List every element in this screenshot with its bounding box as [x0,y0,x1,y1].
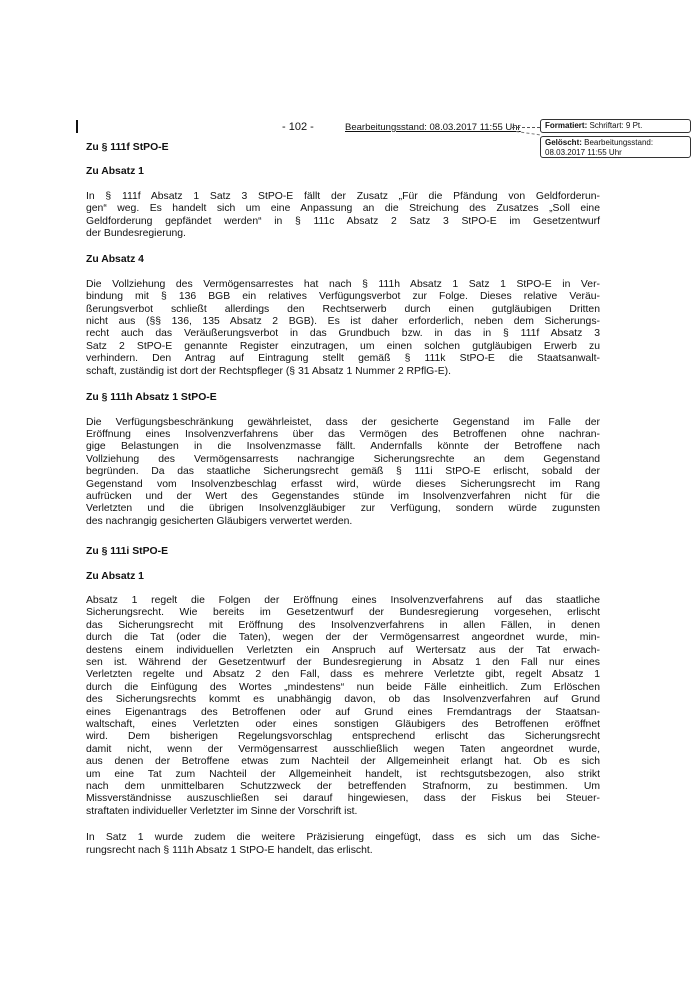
text-line: verhindern. Den Antrag auf Eintragung stellt gemäß § 111k StPO-E die Staatsanwalt- [86,353,600,365]
text-line: Geldforderung gepfändet werden“ in § 111c Absatz 2 Satz 3 StPO-E im Gesetzentwurf [86,215,600,227]
paragraph [86,595,600,818]
spacer [86,154,600,166]
spacer [86,378,600,392]
text-line: In Satz 1 wurde zudem die weitere Präzisierung eingefügt, dass es sich um das Siche- [86,832,600,844]
spacer [86,528,600,546]
text-line: Die Vollziehung des Vermögensarrestes hat nach § 111h Absatz 1 Satz 1 StPO-E in Ver- [86,278,600,290]
spacer [86,818,600,832]
text-line: durch die Tat (oder die Taten), wegen der der Vermögensarrest angeordnet wurde, min- [86,632,600,644]
spacer [86,405,600,417]
text-line: Die Verfügungsbeschränkung gewährleistet, dass der gesicherte Gegenstand im Falle der [86,416,600,428]
comment-balloon-formatted[interactable] [540,119,691,133]
text-line: gige Belastungen in die Insolvenzmasse fällt. Andernfalls könnte der Betroffene nach [86,441,600,453]
comment-label: Gelöscht: [545,138,582,147]
text-line: wird. Dem bisherigen Regelungsvorschlag entsprechend erlischt das Sicherungsrecht [86,731,600,743]
text-line: Verletzten und die übrigen Insolvenzgläubiger zur Verfügung, sondern würde zugunsten [86,503,600,515]
text-line: das Sicherungsrecht mit Eröffnung des Insolvenzverfahrens in allen Fällen, in denen [86,619,600,631]
section-heading: Zu Absatz 1 [86,570,144,582]
text-line: waltschaft, eines Verletzten oder eines sonstigen Gläubigers des Betroffenen eröffnet [86,719,600,731]
document-body [86,142,600,857]
text-line: um eine Tat zum Nachteil der Allgemeinheit handelt, ist rechtsgutsbezogen, also strikt [86,768,600,780]
spacer [86,267,600,279]
text-line: begründen. Da das staatliche Sicherungsrecht gemäß § 111i StPO-E erlischt, sobald der [86,466,600,478]
paragraph [86,832,600,857]
edit-status: Bearbeitungsstand: 08.03.2017 11:55 Uhr [345,122,521,133]
text-line: der Bundesregierung. [86,228,186,240]
text-line: aus denen der Betroffene etwas zum Nachteil der Allgemeinheit erlangt hat. Ob es sich [86,756,600,768]
text-line: recht auch das Veräußerungsverbot in das Grundbuch bzw. in das in § 111f Absatz 3 [86,328,600,340]
text-cursor-bar [76,120,78,133]
section-heading: Zu Absatz 1 [86,166,144,178]
comment-text: Bearbeitungsstand: 08.03.2017 11:55 Uhr [545,138,654,157]
comment-connector-2 [516,131,540,135]
text-line: Sicherungsrecht. Wie bereits im Gesetzentwurf der Bundesregierung vorgesehen, erlischt [86,607,600,619]
text-line: straftaten individueller Verletzter im Sinne der Vorschrift ist. [86,805,358,817]
text-line: Vollziehung des Vermögensarrests nachrangige Sicherungsrechte an dem Gegenstand [86,453,600,465]
text-line: bindung mit § 136 BGB ein relatives Verfügungsverbot zur Folge. Dieses relative Veräu- [86,291,600,303]
comment-connector [512,127,540,128]
comment-label: Formatiert: [545,121,588,130]
paragraph [86,191,600,241]
paragraph [86,417,600,529]
page-number: - 102 - [282,121,314,133]
text-line: des nachrangig gesicherten Gläubigers verwertet werden. [86,515,353,527]
text-line: damit nicht, wenn der Vermögensarrest ausschließlich wegen Taten angeordnet wurde, [86,743,600,755]
section-heading: Zu § 111f StPO-E [86,142,169,153]
text-line: rungsrecht nach § 111h Absatz 1 StPO-E handelt, das erlischt. [86,844,373,856]
section-heading: Zu § 111i StPO-E [86,546,169,558]
text-line: sen ist. Während der Gesetzentwurf der Bundesregierung in Absatz 1 den Fall nur eines [86,657,600,668]
text-line: nicht aus (§§ 136, 135 Absatz 2 BGB). Es ist daher erforderlich, neben dem Sicherungs- [86,316,600,328]
spacer [86,559,600,571]
text-line: aufrücken und der Wert des Gegenstandes stünde im Insolvenzverfahren nicht für die [86,490,600,502]
text-line: schaft, zuständig ist dort der Rechtspfleger (§ 31 Absatz 1 Nummer 2 RPflG-E). [86,365,451,377]
text-line: In § 111f Absatz 1 Satz 3 StPO-E fällt der Zusatz „Für die Pfändung von Geldforderun- [86,190,600,202]
spacer [86,583,600,595]
text-line: Missverständnisse auszuschließen sei darauf hingewiesen, dass der Fiskus bei Steuer- [86,793,600,805]
text-line: Satz 2 StPO-E genannte Register einzutragen, um einen solchen gutgläubigen Erwerb zu [86,340,600,352]
text-line: destens einem individuellen Verletzten ein Anspruch auf Wertersatz aus der Tat erwach- [86,644,600,656]
spacer [86,179,600,191]
text-line: des Sicherungsrechts kommt es unabhängig davon, ob das Insolvenzverfahren auf Grund [86,694,600,706]
text-line: nach dem unmittelbaren Schutzzweck der betreffenden Strafnorm, zu bestimmen. Um [86,781,600,793]
section-heading: Zu Absatz 4 [86,254,144,266]
spacer [86,240,600,254]
text-line: ßerungsverbot schließt allerdings den Rechtserwerb durch einen gutgläubigen Dritten [86,303,600,315]
text-line: Gegenstand vom Insolvenzbeschlag erfasst wird, würde dieses Sicherungsrecht im Rang [86,478,600,490]
text-line: Eröffnung eines Insolvenzverfahrens über das Vermögen des Betroffenen ohne nachran- [86,428,600,440]
comment-text: Schriftart: 9 Pt. [589,121,643,130]
text-line: eines Eigenantrags des Betroffenen oder auf Grund eines Fremdantrags der Staatsan- [86,706,600,718]
text-line: Verletzten regelte und Absatz 2 den Fall, dass es mehrere Verletzte gibt, regelt Absatz 1 [86,669,600,681]
section-heading: Zu § 111h Absatz 1 StPO-E [86,392,217,404]
paragraph [86,279,600,378]
text-line: Absatz 1 regelt die Folgen der Eröffnung eines Insolvenzverfahrens auf das staatliche [86,594,600,606]
text-line: durch die Einfügung des Wortes „mindestens“ nun beide Fälle einheitlich. Zum Erlöschen [86,681,600,693]
text-line: gen“ weg. Es handelt sich um eine Anpassung an die Streichung des Zusatzes „Soll eine [86,203,600,215]
